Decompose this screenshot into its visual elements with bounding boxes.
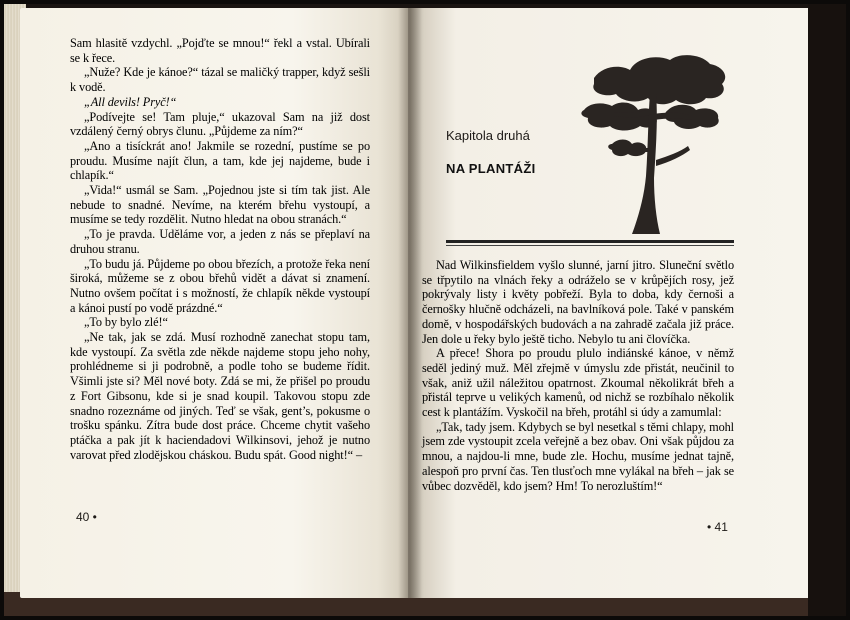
paragraph: „Tak, tady jsem. Kdybych se byl nesetkal s těmi chlapy, mohl jsem zde vystoupit zcela veřejně a bez obav. Oni však půjdou za mnou, a najdou-li mne, bude zle. Hochu, musíme jednat tajně, alespoň pro první čas. Ten tlusťoch mne vylákal na břeh – jak se vůbec dozvěděl, kdo jsem? Hm! To nerozluštím!“ [422,419,734,493]
page-number-right: • 41 [707,520,728,534]
paragraph: „To by bylo zlé!“ [84,315,168,330]
chapter-rule-thin [446,245,734,246]
tree-illustration [572,48,732,240]
paragraph: „Ne tak, jak se zdá. Musí rozhodně zanechat stopu tam, kde vystoupí. Za světla zde někde najdeme stopu jeho nohy, prohlédneme si ji podrobně, a podle toho se budeme řídit. Všimli jste si? Měl nové boty. Zdá se mi, že přišel po proudu z Fort Gibsonu, kde si je snad koupil. Takovou stopu zde snadno rozeznáme od jiných. Teď se však, gent’s, pokusme o trošku spánku. Zítra bude dost práce. Chceme chytit vašeho ptáčka a pak jít k haciendadovi Wilkinsovi, jehož je nutno varovat před zlodějskou cháskou. Budu spát. Good night!“ – [70,330,370,462]
paragraph: Nad Wilkinsfieldem vyšlo slunné, jarní jitro. Sluneční světlo se třpytilo na vlnách řeky a odráželo se v krůpějích rosy, jež pokrývaly listy i květy pobřeží. Byla to doba, kdy černoši a černošky hlučně odcházeli, na bavlníková pole. Také v panském domě, v hospodářských budovách a na zahradě začala již práce. Jen dole u řeky bylo ještě ticho. Nebylo tu ani človíčka. [422,258,734,346]
paragraph: „Ano a tisíckrát ano! Jakmile se rozední, pustíme se po proudu. Musíme najít člun, a tam, kde jej najdeme, bude i chlapík.“ [70,138,370,183]
paragraph: „Vida!“ usmál se Sam. „Pojednou jste si tím tak jist. Ale nebude to snadné. Nevíme, na kterém břehu vystoupí, a musíme se tedy rozdělit. Nutno hledat na obou stranách.“ [70,183,370,227]
chapter-rule [446,240,734,243]
left-page-text [70,36,370,462]
paragraph: „To je pravda. Uděláme vor, a jeden z nás se přeplaví na druhou stranu. [70,227,370,256]
chapter-title: NA PLANTÁŽI [446,161,536,176]
right-page-text [422,258,734,493]
scan-background [808,0,850,620]
book-gutter [398,8,422,598]
chapter-label: Kapitola druhá [446,128,530,143]
page-number-left: 40 • [76,510,97,524]
paragraph: Sam hlasitě vzdychl. „Pojďte se mnou!“ řekl a vstal. Ubírali se k řece. [70,36,370,65]
paragraph: „Nuže? Kde je kánoe?“ tázal se maličký trapper, když sešli k vodě. [70,65,370,95]
paragraph: „To budu já. Půjdeme po obou březích, a protože řeka není široká, můžeme se z obou břehů vidět a dávat si znamení. Nutno ovšem počítat i s možností, že chlapík někde vystoupí a kánoi pustí po vodě prázdné.“ [70,256,370,315]
paragraph: A přece! Shora po proudu plulo indiánské kánoe, v němž seděl jediný muž. Měl zřejmě v úmyslu zde přistát, neučinil to však, aniž užil náležitou opatrnost. Zkoumal několikrát břeh a přistál teprve u velikých kamenů, od nichž se rozbíhalo několik cest k plantážím. Vyskočil na břeh, protáhl si údy a zamumlal: [422,346,734,420]
paragraph: „Podívejte se! Tam pluje,“ ukazoval Sam na již dost vzdálený černý obrys člunu. „Půjdeme za ním?“ [70,109,370,139]
paragraph: „All devils! Pryč!“ [84,94,177,109]
